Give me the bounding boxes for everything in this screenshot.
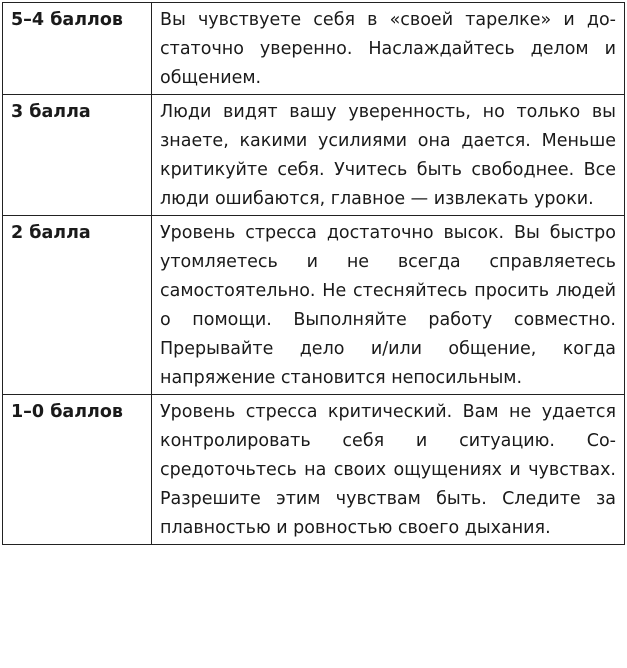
score-range-cell: 5–4 баллов — [3, 3, 152, 95]
score-description-cell: Вы чувствуете себя в «своей тарелке» и достаточно уверенно. Наслаждайтесь делом и общением. — [152, 3, 625, 95]
score-range-cell: 2 балла — [3, 216, 152, 395]
table-row — [3, 3, 625, 95]
score-description-cell: Уровень стресса достаточно высок. Вы быстро утомляетесь и не всегда справляетесь самостоятельно. Не стесняйтесь просить людей о помощи. Выполняйте работу совместно. Прерывайте дело и/или общение, когда напряжение становится непосильным. — [152, 216, 625, 395]
table-row — [3, 395, 625, 545]
score-range-cell: 3 балла — [3, 95, 152, 216]
score-interpretation-table — [2, 2, 625, 545]
table-row — [3, 216, 625, 395]
score-description-cell: Люди видят вашу уверенность, но только вы знаете, какими усилиями она дается. Меньше критикуйте себя. Учитесь быть свободнее. Все люди ошибаются, главное — извлекать уроки. — [152, 95, 625, 216]
table-row — [3, 95, 625, 216]
score-range-cell: 1–0 баллов — [3, 395, 152, 545]
score-description-cell: Уровень стресса критический. Вам не удается контролировать себя и ситуацию. Сосредоточьтесь на своих ощущениях и чувствах. Разрешите этим чувствам быть. Следите за плавностью и ровностью своего дыхания. — [152, 395, 625, 545]
